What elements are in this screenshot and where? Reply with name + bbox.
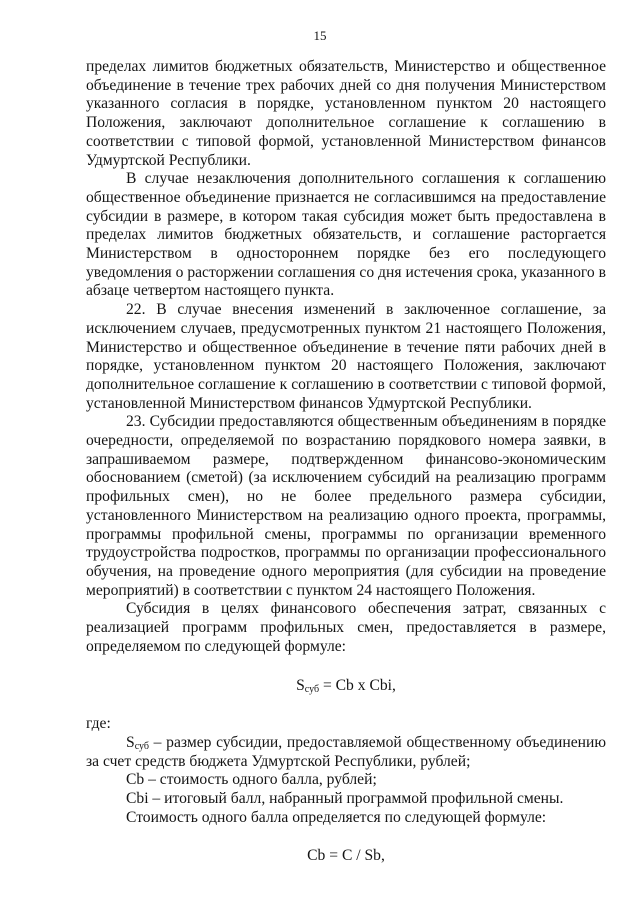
formula-subsidy-rhs: = Cb x Cbi,	[319, 676, 396, 694]
paragraph-continuation: пределах лимитов бюджетных обязательств, Министерство и общественное объединение в течение трех рабочих дней со дня получения Министерством указанного согласия в порядке, установленном пунктом 20 настоящего Положения, заключают дополнительное соглашение к соглашению в соответствии с типовой формой, установленной Министерством финансов Удмуртской Республики.	[86, 58, 606, 169]
page-number: 15	[313, 28, 327, 43]
formula-point-cost: Cb = C / Sb,	[307, 847, 385, 865]
document-body	[86, 58, 606, 866]
definition-total-score: Cbi – итоговый балл, набранный программой профильной смены.	[126, 790, 564, 808]
paragraph-non-conclusion: В случае незаключения дополнительного соглашения к соглашению общественное объединение признается не согласившимся на предоставление субсидии в размере, в котором такая субсидия может быть предоставлена в пределах лимитов бюджетных обязательств, и соглашение расторгается Министерством в одностороннем порядке без его последующего уведомления о расторжении соглашения со дня истечения срока, указанного в абзаце четвертом настоящего пункта.	[86, 170, 606, 300]
formula-subsidy	[86, 677, 606, 696]
formula-subsidy-s: S	[296, 676, 305, 694]
definition-subsidy-subscript: суб	[134, 740, 149, 752]
paragraph-point-cost-intro: Стоимость одного балла определяется по следующей формуле:	[126, 808, 547, 826]
paragraph-subsidy-formula-intro: Субсидия в целях финансового обеспечения затрат, связанных с реализацией программ профильных смен, предоставляется в размере, определяемом по следующей формуле:	[86, 600, 606, 655]
definition-subsidy-s: S	[126, 733, 135, 751]
formula-subsidy-subscript: суб	[304, 683, 320, 695]
definition-point-cost: Cb – стоимость одного балла, рублей;	[126, 771, 377, 789]
paragraph-23: 23. Субсидии предоставляются общественным объединениям в порядке очередности, определяемой по возрастанию порядкового номера заявки, в запрашиваемом размере, подтвержденном финансово-экономическим обоснованием (сметой) (за исключением субсидий на реализацию программ профильных смен), но не более предельного размера субсидии, установленного Министерством на реализацию одного проекта, программы, программы профильной смены, программы по организации временного трудоустройства подростков, программы по организации профессионального обучения, на проведение одного мероприятия (для субсидии на проведение мероприятий) в соответствии с пунктом 24 настоящего Положения.	[86, 413, 606, 599]
paragraph-22: 22. В случае внесения изменений в заключенное соглашение, за исключением случаев, предусмотренных пунктом 21 настоящего Положения, Министерство и общественное объединение в течение пяти рабочих дней в порядке, установленном пунктом 20 настоящего Положения, заключают дополнительное соглашение к соглашению в соответствии с типовой формой, установленной Министерством финансов Удмуртской Республики.	[86, 301, 606, 412]
definition-subsidy	[86, 734, 606, 771]
where-label: где:	[86, 715, 111, 733]
definition-subsidy-text: – размер субсидии, предоставляемой общественному объединению за счет средств бюджета Удмуртской Республики, рублей;	[86, 733, 606, 770]
